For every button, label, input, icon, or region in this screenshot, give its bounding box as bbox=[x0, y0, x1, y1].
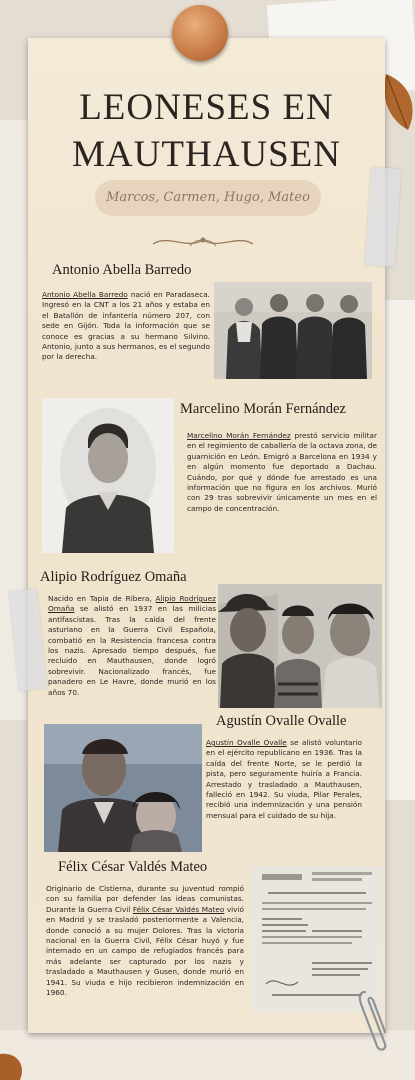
bio-agustin-lead: Agustín Ovalle Ovalle bbox=[206, 738, 287, 747]
heading-felix: Félix César Valdés Mateo bbox=[58, 859, 208, 875]
bio-antonio bbox=[42, 290, 210, 363]
bio-alipio-lead: Alipio Rodríguez Omaña bbox=[48, 594, 216, 614]
bio-alipio-text: se alistó en 1937 en las milicias antifascistas. Tras la caída del frente asturiano en la Guerra Civil Española, combatió en la Resistencia francesa contra los nazis. Apresado tiempo después, fue recluido en Mauthausen, donde logró sobrevivir. Nacionalizado francés, fue panadero en Le Havre, donde murió en los años 70. bbox=[48, 604, 216, 697]
photo-alipio-family bbox=[218, 584, 382, 708]
photo-agustin-couple bbox=[44, 724, 202, 852]
heading-alipio: Alipio Rodríguez Omaña bbox=[40, 569, 187, 585]
photo-marcelino-portrait bbox=[42, 398, 174, 553]
bio-marcelino-text: prestó servicio militar en el regimiento de caballería de la octava zona, de guarnición en León. Emigró a Barcelona en 1934 y en algún momento fue deportado a Dachau. Cuándo, por qué y dónde fue arrestado es una información que no figura en los archivos. Murió con 29 tras sobrevivir únicamente un mes en el campo de concentración. bbox=[187, 431, 378, 513]
bio-felix-pre: Originario de Cistierna, durante su juventud rompió con su familia por defender las ideas comunistas. Durante la Guerra Civil bbox=[46, 884, 244, 914]
background-paper-right bbox=[385, 300, 415, 800]
bio-felix bbox=[46, 884, 244, 998]
paperclip-icon bbox=[355, 986, 391, 1054]
heading-marcelino: Marcelino Morán Fernández bbox=[180, 401, 346, 417]
bio-felix-text: vivió en Madrid y se trasladó posteriormente a Valencia, donde conoció a su mujer Dolores. Tras la victoria nacional en la Guerra Civil, Félix César huyó y fue internado en un campo de refugiados francés para más adelante ser capturado por los nazis y trasladado a Mauthausen y Gusen, donde murió en 1941. Su viuda e hijo recibieron indemnización en 1960. bbox=[46, 904, 244, 998]
dried-leaf-bottom-left bbox=[0, 1048, 26, 1080]
photo-antonio-siblings bbox=[214, 282, 372, 379]
poster-title-line1: LEONESES EN bbox=[79, 87, 334, 128]
ornament-divider-icon bbox=[148, 232, 258, 252]
bio-agustin bbox=[206, 738, 362, 821]
heading-agustin: Agustín Ovalle Ovalle bbox=[216, 713, 347, 729]
bio-antonio-lead: Antonio Abella Barredo bbox=[42, 290, 128, 299]
tape-strip-right bbox=[365, 167, 402, 267]
bio-antonio-text: nació en Paradaseca. Ingresó en la CNT a los 21 años y estaba en el Batallón de infantería número 207, con sede en Gijón. Toda la información que se conoce es gracias a su hermano Silvino. Antonio, junto a sus hermanos, es el segundo por la derecha. bbox=[42, 290, 210, 362]
bio-alipio bbox=[48, 594, 216, 698]
heading-antonio: Antonio Abella Barredo bbox=[52, 262, 192, 278]
pushpin-icon bbox=[172, 5, 228, 61]
bio-marcelino bbox=[187, 431, 377, 514]
bio-marcelino-lead: Marcelino Morán Fernández bbox=[187, 431, 291, 440]
bio-alipio-pre: Nacido en Tapia de Ribera, bbox=[48, 594, 156, 603]
bio-felix-lead: Félix César Valdés Mateo bbox=[132, 904, 225, 914]
poster-title-line2: MAUTHAUSEN bbox=[72, 134, 341, 175]
authors-names: Marcos, Carmen, Hugo, Mateo bbox=[95, 180, 321, 216]
bio-agustin-text: se alistó voluntario en el ejército republicano en 1936. Tras la caída del frente Norte, se le perdió la pista, pero seguramente huiría a Francia. Arrestado y trasladado a Mauthausen, falleció en 1942. Su viuda, Pilar Perales, recibió una indemnización y una pensión mensual para el cuidado de su hija. bbox=[206, 738, 362, 820]
background-paper-bottom bbox=[0, 1030, 415, 1080]
